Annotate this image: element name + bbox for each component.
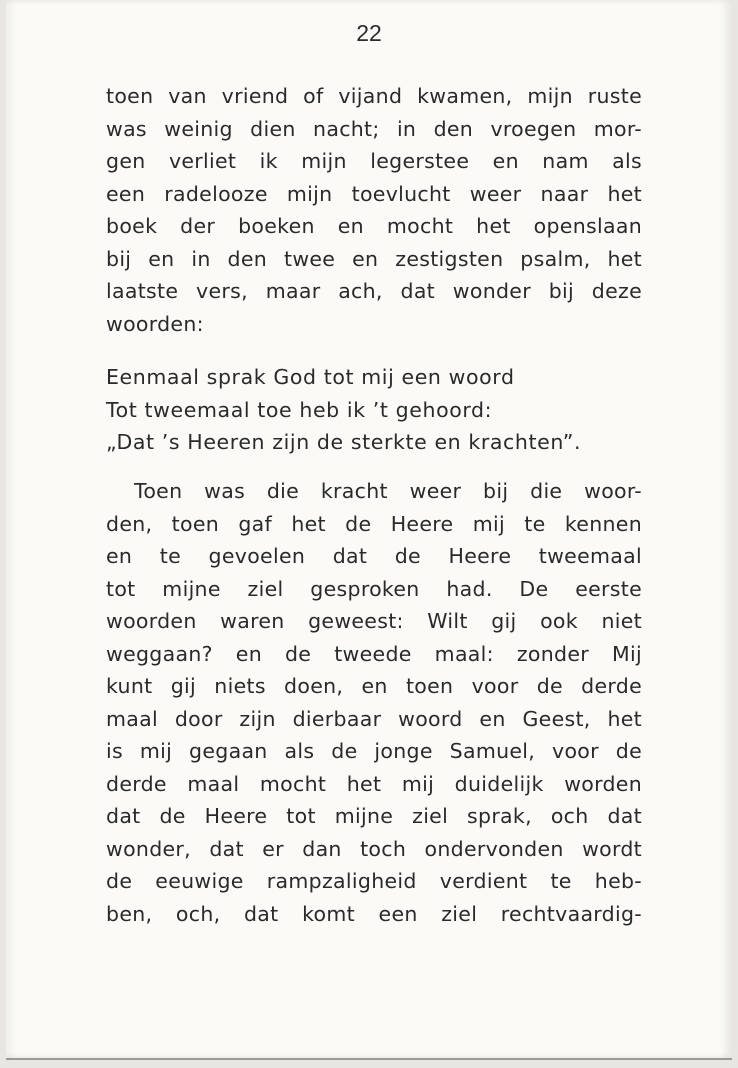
text-line: den, toen gaf het de Heere mij te kennen	[106, 511, 642, 536]
text-line: Toen was die kracht weer bij die woor-	[134, 479, 642, 503]
text-line: kunt gij niets doen, en toen voor de derde	[106, 674, 642, 698]
page-edge-divider	[6, 1058, 732, 1060]
text-line: toen van vriend of vijand kwamen, mijn ruste	[106, 84, 642, 108]
text-line: een radelooze mijn toevlucht weer naar het	[106, 181, 642, 206]
poem-line: Tot tweemaal toe heb ik ’t gehoord:	[106, 397, 493, 422]
paragraph-1	[106, 80, 642, 340]
text-line: bij en in den twee en zestigsten psalm, het	[106, 246, 642, 271]
text-line: boek der boeken en mocht het openslaan	[106, 214, 642, 238]
paragraph-2	[106, 475, 642, 930]
poem-line: Eenmaal sprak God tot mij een woord	[106, 365, 515, 389]
text-line: weggaan? en de tweede maal: zonder Mij	[106, 641, 642, 666]
text-line: en te gevoelen dat de Heere tweemaal	[106, 544, 642, 568]
poem-line: „Dat ’s Heeren zijn de sterkte en krachten”.	[106, 430, 582, 454]
text-line: woorden:	[106, 311, 204, 336]
text-line: is mij gegaan als de jonge Samuel, voor de	[106, 739, 642, 763]
text-line: woorden waren geweest: Wilt gij ook niet	[106, 609, 642, 633]
text-line: gen verliet ik mijn legerstee en nam als	[106, 149, 642, 173]
text-line: wonder, dat er dan toch ondervonden wordt	[106, 836, 642, 861]
text-line: dat de Heere tot mijne ziel sprak, och dat	[106, 804, 642, 828]
page-number: 22	[356, 20, 382, 46]
psalm-quote	[106, 361, 642, 459]
text-line: de eeuwige rampzaligheid verdient te heb-	[106, 869, 642, 893]
text-line: ben, och, dat komt een ziel rechtvaardig-	[106, 901, 642, 926]
text-line: derde maal mocht het mij duidelijk worden	[106, 771, 642, 796]
text-line: tot mijne ziel gesproken had. De eerste	[106, 576, 642, 601]
text-line: laatste vers, maar ach, dat wonder bij deze	[106, 279, 642, 303]
text-line: maal door zijn dierbaar woord en Geest, het	[106, 706, 642, 731]
text-line: was weinig dien nacht; in den vroegen mor-	[106, 116, 642, 141]
